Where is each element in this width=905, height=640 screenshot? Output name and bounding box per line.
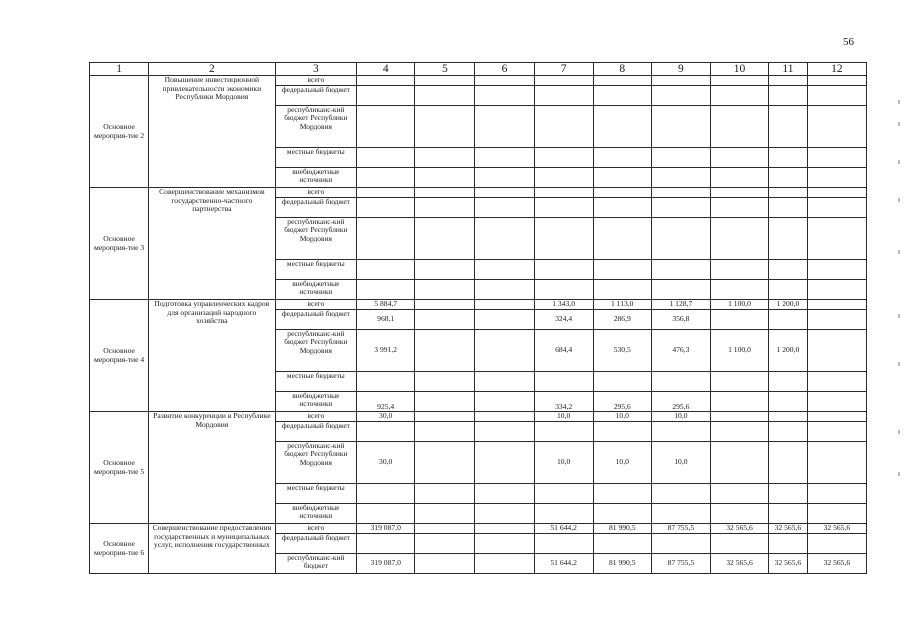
- column-header: 5: [415, 63, 475, 76]
- funding-source-cell: федеральный бюджет: [275, 422, 357, 442]
- amount-cell: [357, 148, 415, 168]
- amount-cell: 1 200,0: [769, 300, 808, 310]
- amount-cell: [710, 504, 768, 524]
- amount-cell: [534, 106, 593, 148]
- amount-cell: [769, 168, 808, 188]
- amount-cell: [710, 534, 768, 554]
- amount-cell: [769, 260, 808, 280]
- amount-cell: 81 990,5: [593, 524, 651, 534]
- amount-cell: [593, 198, 651, 218]
- amount-cell: [534, 198, 593, 218]
- amount-cell: [415, 168, 475, 188]
- amount-cell: [415, 442, 475, 484]
- funding-source-cell: местные бюджеты: [275, 372, 357, 392]
- funding-source-cell: внебюджетные источники: [275, 168, 357, 188]
- amount-cell: [475, 422, 534, 442]
- amount-cell: [710, 76, 768, 86]
- amount-cell: [807, 280, 866, 300]
- amount-cell: [475, 86, 534, 106]
- amount-cell: [710, 484, 768, 504]
- amount-cell: [475, 372, 534, 392]
- amount-cell: [475, 198, 534, 218]
- amount-cell: 30,0: [357, 442, 415, 484]
- amount-cell: [534, 86, 593, 106]
- event-name-cell: Совершенствование предоставления государственных и муниципальных услуг, исполнения государственных: [149, 524, 275, 574]
- amount-cell: [651, 106, 710, 148]
- column-header: 10: [710, 63, 768, 76]
- amount-cell: [651, 188, 710, 198]
- amount-cell: 530,5: [593, 330, 651, 372]
- amount-cell: [807, 504, 866, 524]
- amount-cell: [415, 280, 475, 300]
- amount-cell: [357, 168, 415, 188]
- amount-cell: 295,6: [593, 392, 651, 412]
- amount-cell: [807, 534, 866, 554]
- amount-cell: [475, 392, 534, 412]
- table-row: [90, 76, 867, 86]
- amount-cell: [593, 260, 651, 280]
- amount-cell: [415, 412, 475, 422]
- amount-cell: [357, 86, 415, 106]
- amount-cell: 10,0: [534, 412, 593, 422]
- amount-cell: [651, 280, 710, 300]
- amount-cell: [357, 260, 415, 280]
- amount-cell: [475, 310, 534, 330]
- page-number: 56: [843, 36, 854, 48]
- amount-cell: [475, 148, 534, 168]
- amount-cell: [593, 218, 651, 260]
- amount-cell: 1 113,0: [593, 300, 651, 310]
- funding-source-cell: всего: [275, 524, 357, 534]
- amount-cell: 925,4: [357, 392, 415, 412]
- amount-cell: [769, 534, 808, 554]
- amount-cell: [415, 524, 475, 534]
- amount-cell: [593, 106, 651, 148]
- amount-cell: [534, 422, 593, 442]
- amount-cell: 5 884,7: [357, 300, 415, 310]
- amount-cell: [769, 484, 808, 504]
- amount-cell: 684,4: [534, 330, 593, 372]
- column-header: 6: [475, 63, 534, 76]
- amount-cell: [769, 392, 808, 412]
- amount-cell: [593, 280, 651, 300]
- amount-cell: [710, 392, 768, 412]
- amount-cell: 968,1: [357, 310, 415, 330]
- amount-cell: [415, 300, 475, 310]
- amount-cell: 51 644,2: [534, 524, 593, 534]
- table-row: [90, 412, 867, 422]
- column-header: 12: [807, 63, 866, 76]
- event-cell: Основное мероприя-тие 5: [90, 412, 149, 524]
- amount-cell: [710, 442, 768, 484]
- event-cell: Основное мероприя-тие 6: [90, 524, 149, 574]
- event-cell: Основное мероприя-тие 4: [90, 300, 149, 412]
- event-name-cell: Совершенствование механизмов государственно-частного партнерства: [149, 188, 275, 300]
- amount-cell: 30,0: [357, 412, 415, 422]
- amount-cell: [807, 260, 866, 280]
- amount-cell: [710, 372, 768, 392]
- amount-cell: [769, 372, 808, 392]
- amount-cell: [475, 330, 534, 372]
- amount-cell: [769, 310, 808, 330]
- funding-source-cell: внебюджетные источники: [275, 392, 357, 412]
- amount-cell: 87 755,5: [651, 554, 710, 574]
- amount-cell: [593, 168, 651, 188]
- column-header: 8: [593, 63, 651, 76]
- amount-cell: [415, 534, 475, 554]
- amount-cell: [710, 168, 768, 188]
- funding-source-cell: республиканс-кий бюджет Республики Мордовия: [275, 218, 357, 260]
- amount-cell: [534, 76, 593, 86]
- amount-cell: [415, 106, 475, 148]
- column-header-row: [90, 63, 867, 76]
- amount-cell: [593, 504, 651, 524]
- funding-source-cell: республиканс-кий бюджет: [275, 554, 357, 574]
- amount-cell: 87 755,5: [651, 524, 710, 534]
- amount-cell: [710, 280, 768, 300]
- amount-cell: 32 565,6: [807, 524, 866, 534]
- column-header: 7: [534, 63, 593, 76]
- amount-cell: [534, 188, 593, 198]
- amount-cell: [769, 86, 808, 106]
- funding-source-cell: федеральный бюджет: [275, 534, 357, 554]
- amount-cell: [534, 218, 593, 260]
- amount-cell: [415, 218, 475, 260]
- column-header: 11: [769, 63, 808, 76]
- amount-cell: [357, 484, 415, 504]
- amount-cell: [710, 106, 768, 148]
- funding-source-cell: федеральный бюджет: [275, 310, 357, 330]
- amount-cell: 3 991,2: [357, 330, 415, 372]
- amount-cell: [593, 86, 651, 106]
- amount-cell: [534, 372, 593, 392]
- amount-cell: 10,0: [593, 412, 651, 422]
- amount-cell: [769, 442, 808, 484]
- amount-cell: [651, 76, 710, 86]
- amount-cell: 1 100,0: [710, 330, 768, 372]
- amount-cell: 295,6: [651, 392, 710, 412]
- amount-cell: [415, 330, 475, 372]
- amount-cell: [475, 300, 534, 310]
- amount-cell: [593, 534, 651, 554]
- amount-cell: [593, 422, 651, 442]
- amount-cell: [807, 218, 866, 260]
- amount-cell: [534, 504, 593, 524]
- amount-cell: 32 565,6: [769, 554, 808, 574]
- amount-cell: 334,2: [534, 392, 593, 412]
- funding-source-cell: республиканс-кий бюджет Республики Мордовия: [275, 106, 357, 148]
- amount-cell: [710, 412, 768, 422]
- amount-cell: [769, 280, 808, 300]
- funding-source-cell: республиканс-кий бюджет Республики Мордовия: [275, 330, 357, 372]
- amount-cell: 32 565,6: [769, 524, 808, 534]
- amount-cell: [475, 554, 534, 574]
- amount-cell: [357, 188, 415, 198]
- event-cell: Основное мероприя-тие 2: [90, 76, 149, 188]
- funding-source-cell: всего: [275, 76, 357, 86]
- amount-cell: 286,9: [593, 310, 651, 330]
- event-cell: Основное мероприя-тие 3: [90, 188, 149, 300]
- funding-source-cell: республиканс-кий бюджет Республики Мордовия: [275, 442, 357, 484]
- amount-cell: [807, 442, 866, 484]
- amount-cell: [357, 534, 415, 554]
- amount-cell: [475, 442, 534, 484]
- amount-cell: [710, 188, 768, 198]
- column-header: 1: [90, 63, 149, 76]
- amount-cell: 476,3: [651, 330, 710, 372]
- amount-cell: [415, 504, 475, 524]
- amount-cell: [534, 260, 593, 280]
- amount-cell: [710, 198, 768, 218]
- amount-cell: 32 565,6: [710, 554, 768, 574]
- column-header: 9: [651, 63, 710, 76]
- amount-cell: [651, 372, 710, 392]
- amount-cell: [475, 504, 534, 524]
- amount-cell: [415, 188, 475, 198]
- column-header: 3: [275, 63, 357, 76]
- amount-cell: 10,0: [534, 442, 593, 484]
- amount-cell: [710, 422, 768, 442]
- column-header: 2: [149, 63, 275, 76]
- amount-cell: [415, 148, 475, 168]
- amount-cell: [651, 168, 710, 188]
- amount-cell: [415, 198, 475, 218]
- funding-source-cell: федеральный бюджет: [275, 86, 357, 106]
- amount-cell: [415, 76, 475, 86]
- amount-cell: [807, 198, 866, 218]
- amount-cell: [807, 148, 866, 168]
- amount-cell: [593, 372, 651, 392]
- amount-cell: [769, 218, 808, 260]
- amount-cell: [807, 372, 866, 392]
- amount-cell: 319 087,0: [357, 554, 415, 574]
- amount-cell: [475, 106, 534, 148]
- event-name-cell: Подготовка управленческих кадров для организаций народного хозяйства: [149, 300, 275, 412]
- amount-cell: [769, 412, 808, 422]
- amount-cell: [769, 106, 808, 148]
- amount-cell: 1 100,0: [710, 300, 768, 310]
- amount-cell: [769, 188, 808, 198]
- amount-cell: 10,0: [651, 412, 710, 422]
- amount-cell: [475, 76, 534, 86]
- amount-cell: [415, 260, 475, 280]
- amount-cell: [534, 484, 593, 504]
- amount-cell: [475, 260, 534, 280]
- amount-cell: [710, 310, 768, 330]
- amount-cell: 1 200,0: [769, 330, 808, 372]
- amount-cell: 32 565,6: [807, 554, 866, 574]
- amount-cell: [651, 86, 710, 106]
- amount-cell: [710, 148, 768, 168]
- amount-cell: [475, 524, 534, 534]
- amount-cell: [651, 534, 710, 554]
- funding-source-cell: федеральный бюджет: [275, 198, 357, 218]
- amount-cell: [593, 188, 651, 198]
- amount-cell: [769, 148, 808, 168]
- amount-cell: [415, 310, 475, 330]
- amount-cell: [475, 218, 534, 260]
- amount-cell: [807, 422, 866, 442]
- amount-cell: [475, 280, 534, 300]
- funding-source-cell: всего: [275, 412, 357, 422]
- amount-cell: [534, 534, 593, 554]
- budget-table: [89, 62, 867, 574]
- amount-cell: [415, 422, 475, 442]
- amount-cell: [769, 422, 808, 442]
- amount-cell: [357, 280, 415, 300]
- amount-cell: 81 990,5: [593, 554, 651, 574]
- amount-cell: [807, 76, 866, 86]
- amount-cell: [415, 484, 475, 504]
- amount-cell: [651, 504, 710, 524]
- amount-cell: [807, 412, 866, 422]
- amount-cell: [651, 260, 710, 280]
- amount-cell: [593, 76, 651, 86]
- amount-cell: 10,0: [593, 442, 651, 484]
- funding-source-cell: всего: [275, 300, 357, 310]
- amount-cell: [593, 484, 651, 504]
- amount-cell: [415, 86, 475, 106]
- table-row: [90, 300, 867, 310]
- amount-cell: [357, 76, 415, 86]
- funding-source-cell: местные бюджеты: [275, 148, 357, 168]
- amount-cell: [807, 484, 866, 504]
- event-name-cell: Развитие конкуренции в Республике Мордовия: [149, 412, 275, 524]
- amount-cell: [475, 412, 534, 422]
- amount-cell: [357, 372, 415, 392]
- amount-cell: [475, 534, 534, 554]
- amount-cell: 1 128,7: [651, 300, 710, 310]
- amount-cell: [807, 392, 866, 412]
- amount-cell: [807, 86, 866, 106]
- funding-source-cell: местные бюджеты: [275, 260, 357, 280]
- table-row: [90, 188, 867, 198]
- amount-cell: 1 343,0: [534, 300, 593, 310]
- table-row: [90, 524, 867, 534]
- amount-cell: [415, 392, 475, 412]
- amount-cell: [807, 310, 866, 330]
- amount-cell: [357, 218, 415, 260]
- amount-cell: [475, 188, 534, 198]
- amount-cell: [357, 422, 415, 442]
- amount-cell: [807, 168, 866, 188]
- column-header: 4: [357, 63, 415, 76]
- amount-cell: [769, 198, 808, 218]
- amount-cell: [415, 554, 475, 574]
- amount-cell: [769, 76, 808, 86]
- amount-cell: 32 565,6: [710, 524, 768, 534]
- amount-cell: [769, 504, 808, 524]
- amount-cell: [357, 504, 415, 524]
- amount-cell: [807, 106, 866, 148]
- funding-source-cell: внебюджетные источники: [275, 280, 357, 300]
- amount-cell: [357, 198, 415, 218]
- amount-cell: [475, 484, 534, 504]
- amount-cell: [415, 372, 475, 392]
- amount-cell: [651, 198, 710, 218]
- amount-cell: 356,8: [651, 310, 710, 330]
- amount-cell: [807, 330, 866, 372]
- funding-source-cell: всего: [275, 188, 357, 198]
- amount-cell: [710, 218, 768, 260]
- amount-cell: [534, 168, 593, 188]
- amount-cell: [710, 86, 768, 106]
- amount-cell: [357, 106, 415, 148]
- amount-cell: [475, 168, 534, 188]
- amount-cell: [651, 484, 710, 504]
- amount-cell: [807, 188, 866, 198]
- amount-cell: [534, 148, 593, 168]
- amount-cell: 51 644,2: [534, 554, 593, 574]
- scan-margin-marks: [898, 100, 902, 480]
- amount-cell: 10,0: [651, 442, 710, 484]
- table-body: [90, 76, 867, 574]
- amount-cell: [651, 422, 710, 442]
- amount-cell: 324,4: [534, 310, 593, 330]
- amount-cell: [807, 300, 866, 310]
- amount-cell: [534, 280, 593, 300]
- funding-source-cell: местные бюджеты: [275, 484, 357, 504]
- funding-source-cell: внебюджетные источники: [275, 504, 357, 524]
- amount-cell: [710, 260, 768, 280]
- amount-cell: [651, 148, 710, 168]
- amount-cell: [593, 148, 651, 168]
- amount-cell: 319 087,0: [357, 524, 415, 534]
- event-name-cell: Повышение инвестиционной привлекательности экономики Республики Мордовия: [149, 76, 275, 188]
- amount-cell: [651, 218, 710, 260]
